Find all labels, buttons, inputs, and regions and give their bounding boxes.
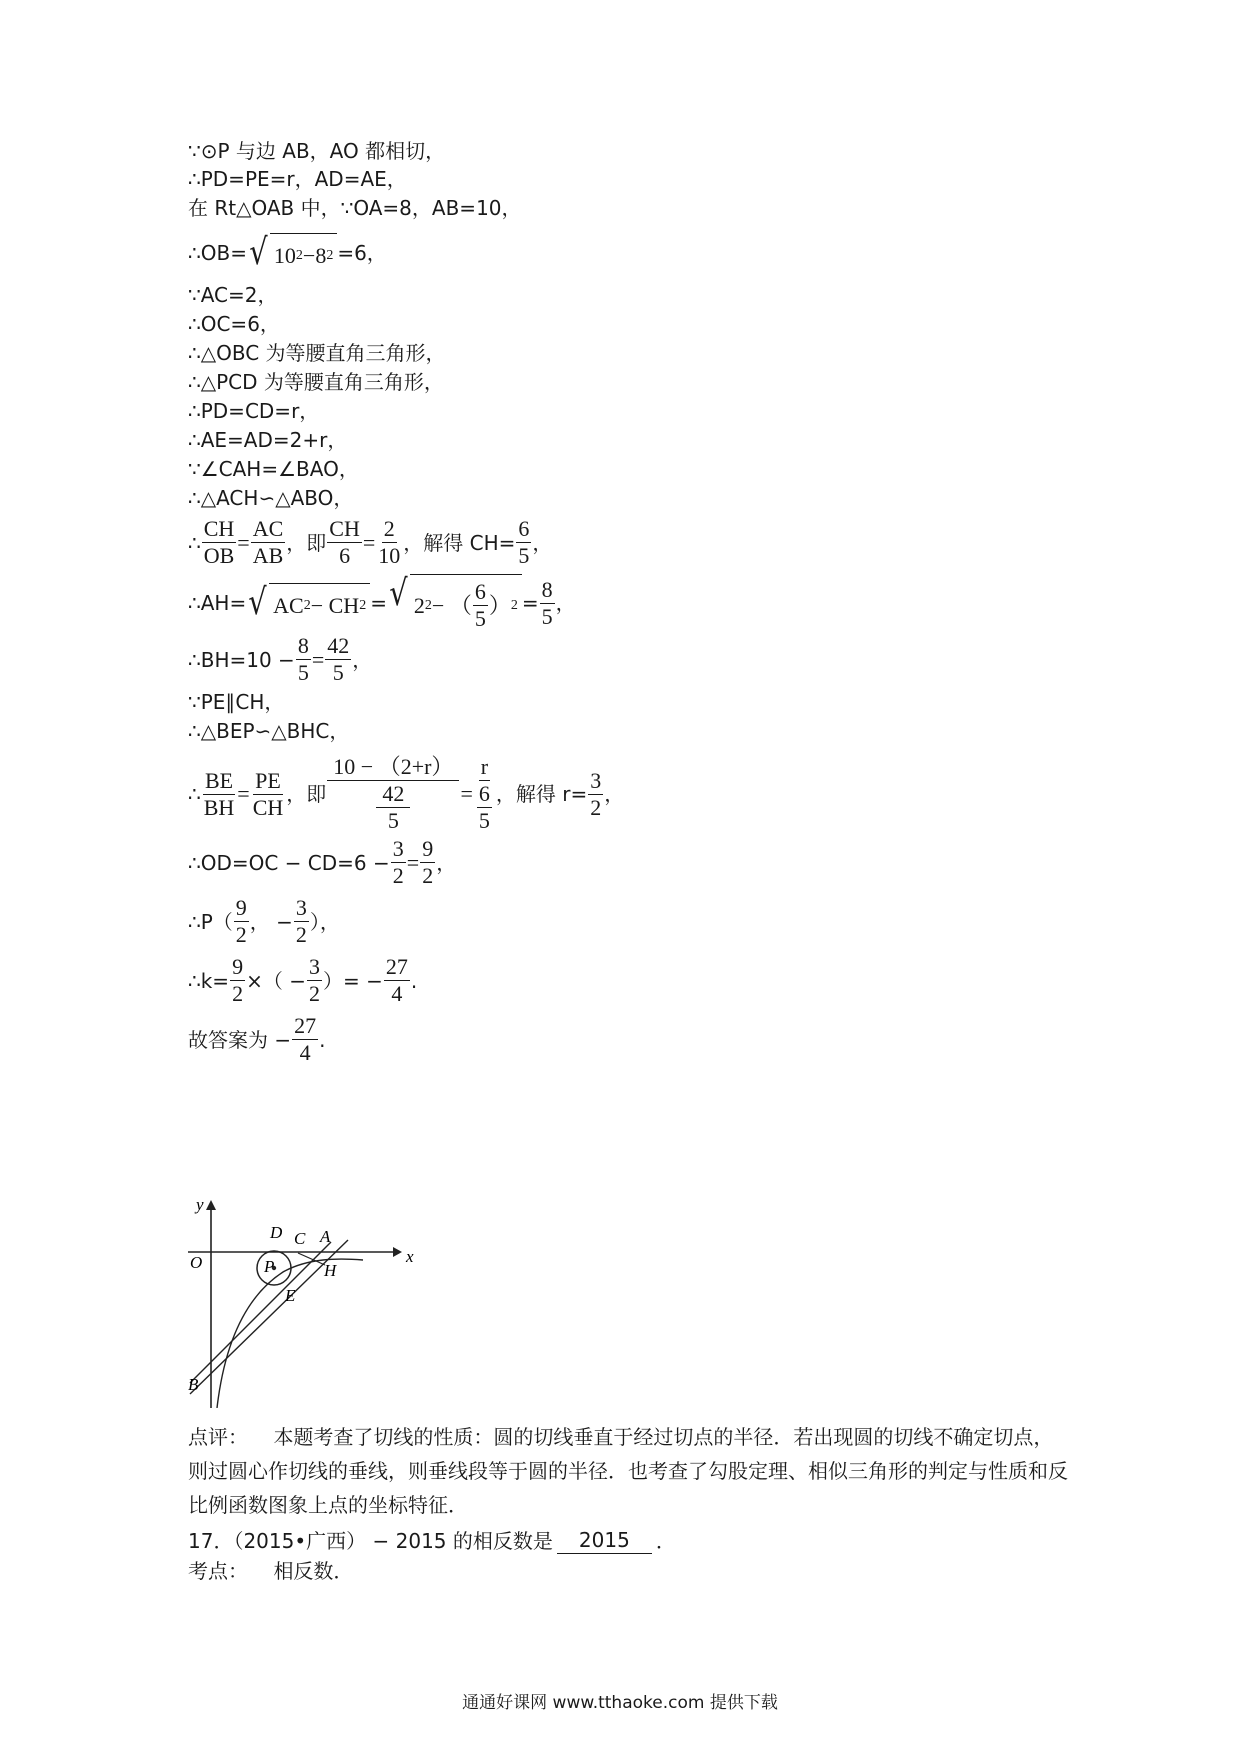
line-ac: ∵AC=2，: [188, 283, 278, 307]
line-oc: ∴OC=6，: [188, 312, 280, 336]
label-d: D: [270, 1223, 283, 1242]
line-r-ratio: ∴ $\frac{BE}{BH}$ = $\frac{PE}{CH}$ ，即 $\frac{10 - (2+r)}{\frac{42}{5}}$ = $\frac{r}{\frac{6}{5}}$ ，解得 r= $\frac{3}{2}$ ，: [188, 754, 625, 833]
label-x: x: [406, 1247, 414, 1266]
fraction: $\frac{2}{10}$: [378, 516, 401, 568]
label-h: H: [324, 1261, 337, 1280]
line-tangent: ∵⊙P 与边 AB，AO 都相切，: [188, 139, 446, 163]
sqrt-ah: √ AC 2 − CH 2: [246, 583, 370, 623]
line-k: ∴k= $\frac{9}{2}$ ×（ − $\frac{3}{2}$ ）= − $\frac{27}{4}$ .: [188, 954, 418, 1006]
label-e: E: [285, 1286, 296, 1305]
line-ch-ratio: ∴ $\frac{CH}{OB}$ = $\frac{AC}{AB}$ ，即 $\frac{CH}{6}$ = $\frac{2}{10}$ ，解得 CH= $\frac{6}{5}$ ，: [188, 516, 553, 568]
radical-sign-icon: √: [248, 582, 267, 623]
fraction: $\frac{AC}{AB}$: [252, 516, 284, 568]
label-y: y: [196, 1198, 204, 1214]
label-c: C: [294, 1229, 306, 1248]
label-a: A: [320, 1227, 331, 1246]
comment-text: 本题考查了切线的性质：圆的切线垂直于经过切点的半径．若出现圆的切线不确定切点，则过圆心作切线的垂线，则垂线段等于圆的半径．也考查了勾股定理、相似三角形的判定与性质和反比例函数图象上点的坐标特征．: [188, 1425, 1068, 1517]
line-pd-pe: ∴PD=PE=r，AD=AE，: [188, 167, 407, 191]
kaodian-line: 考点： 相反数．: [188, 1559, 354, 1583]
line-ob: ∴OB= √ 10 2 − 8 2 =6，: [188, 232, 387, 273]
sqrt-ob: √ 10 2 − 8 2: [247, 233, 337, 273]
fraction: $\frac{6}{5}$: [474, 579, 486, 631]
fraction: $\frac{27}{4}$: [385, 954, 408, 1006]
answer-blank: 2015: [557, 1527, 652, 1554]
fraction: $\frac{3}{2}$: [308, 954, 320, 1006]
fraction: $\frac{6}{5}$: [518, 516, 530, 568]
y-axis-arrow-icon: [206, 1200, 216, 1210]
x-axis-arrow-icon: [393, 1247, 402, 1257]
line-obc: ∴△OBC 为等腰直角三角形，: [188, 341, 446, 365]
line-p-coord: ∴P（ $\frac{9}{2}$ ， − $\frac{3}{2}$ ），: [188, 895, 340, 947]
comment-label: 点评：: [188, 1425, 248, 1449]
line-pcd: ∴△PCD 为等腰直角三角形，: [188, 370, 444, 394]
page-footer: 通通好课网 www.tthaoke.com 提供下载: [462, 1693, 778, 1713]
radical-sign-icon: √: [389, 573, 408, 614]
fraction: $\frac{3}{2}$: [392, 836, 404, 888]
line-parallel: ∵PE∥CH，: [188, 690, 285, 714]
fraction: $\frac{27}{4}$: [294, 1013, 317, 1065]
line-angle: ∵∠CAH=∠BAO，: [188, 457, 359, 481]
fraction: $\frac{8}{5}$: [541, 576, 553, 629]
fraction: $\frac{6}{5}$: [478, 781, 490, 833]
line-rt-oab: 在 Rt△OAB 中，∵OA=8，AB=10，: [188, 196, 522, 220]
sqrt-ah-value: √ 2 2 − （ $\frac{6}{5}$ ） 2: [387, 574, 522, 632]
radical-sign-icon: √: [249, 232, 268, 273]
fraction: $\frac{9}{2}$: [422, 836, 434, 888]
fraction: $\frac{9}{2}$: [235, 895, 247, 947]
line-ah: ∴AH= √ AC 2 − CH 2 = √ 2 2 − （ $\frac{6}{5}$ ） 2 = $\frac{8}{5}$ ，: [188, 573, 576, 631]
question-17: 17．（2015•广西） − 2015 的相反数是 2015 ．: [188, 1528, 676, 1553]
fraction: $\frac{CH}{OB}$: [203, 516, 235, 568]
complex-fraction: $\frac{10 - (2+r)}{\frac{42}{5}}$: [327, 754, 459, 834]
fraction: $\frac{BE}{BH}$: [203, 767, 235, 820]
line-similar-ach: ∴△ACH∽△ABO，: [188, 486, 354, 510]
label-b: B: [188, 1375, 199, 1394]
fraction: $\frac{PE}{CH}$: [252, 767, 284, 820]
line-similar-bep: ∴△BEP∽△BHC，: [188, 719, 350, 743]
line-bh: ∴BH=10 − $\frac{8}{5}$ = $\frac{42}{5}$ ，: [188, 633, 373, 685]
segment-ch: [298, 1253, 325, 1265]
comment-paragraph: [188, 1420, 1068, 1522]
line-pd-cd: ∴PD=CD=r，: [188, 399, 320, 423]
fraction: $\frac{CH}{6}$: [329, 516, 360, 568]
label-p: P: [264, 1257, 275, 1276]
fraction: $\frac{3}{2}$: [295, 895, 307, 947]
fraction: $\frac{8}{5}$: [297, 633, 309, 685]
line-answer: 故答案为 − $\frac{27}{4}$ .: [188, 1013, 326, 1065]
complex-fraction: $\frac{r}{\frac{6}{5}}$: [478, 754, 490, 833]
label-o: O: [190, 1253, 203, 1272]
fraction: $\frac{3}{2}$: [590, 767, 602, 820]
line-ae-ad: ∴AE=AD=2+r，: [188, 428, 348, 452]
fraction: $\frac{42}{5}$: [376, 781, 410, 834]
fraction: $\frac{42}{5}$: [327, 633, 350, 685]
fraction: $\frac{9}{2}$: [232, 954, 244, 1006]
geometry-figure: [188, 1198, 418, 1408]
line-od: ∴OD=OC − CD=6 − $\frac{3}{2}$ = $\frac{9}{2}$ ，: [188, 836, 457, 888]
